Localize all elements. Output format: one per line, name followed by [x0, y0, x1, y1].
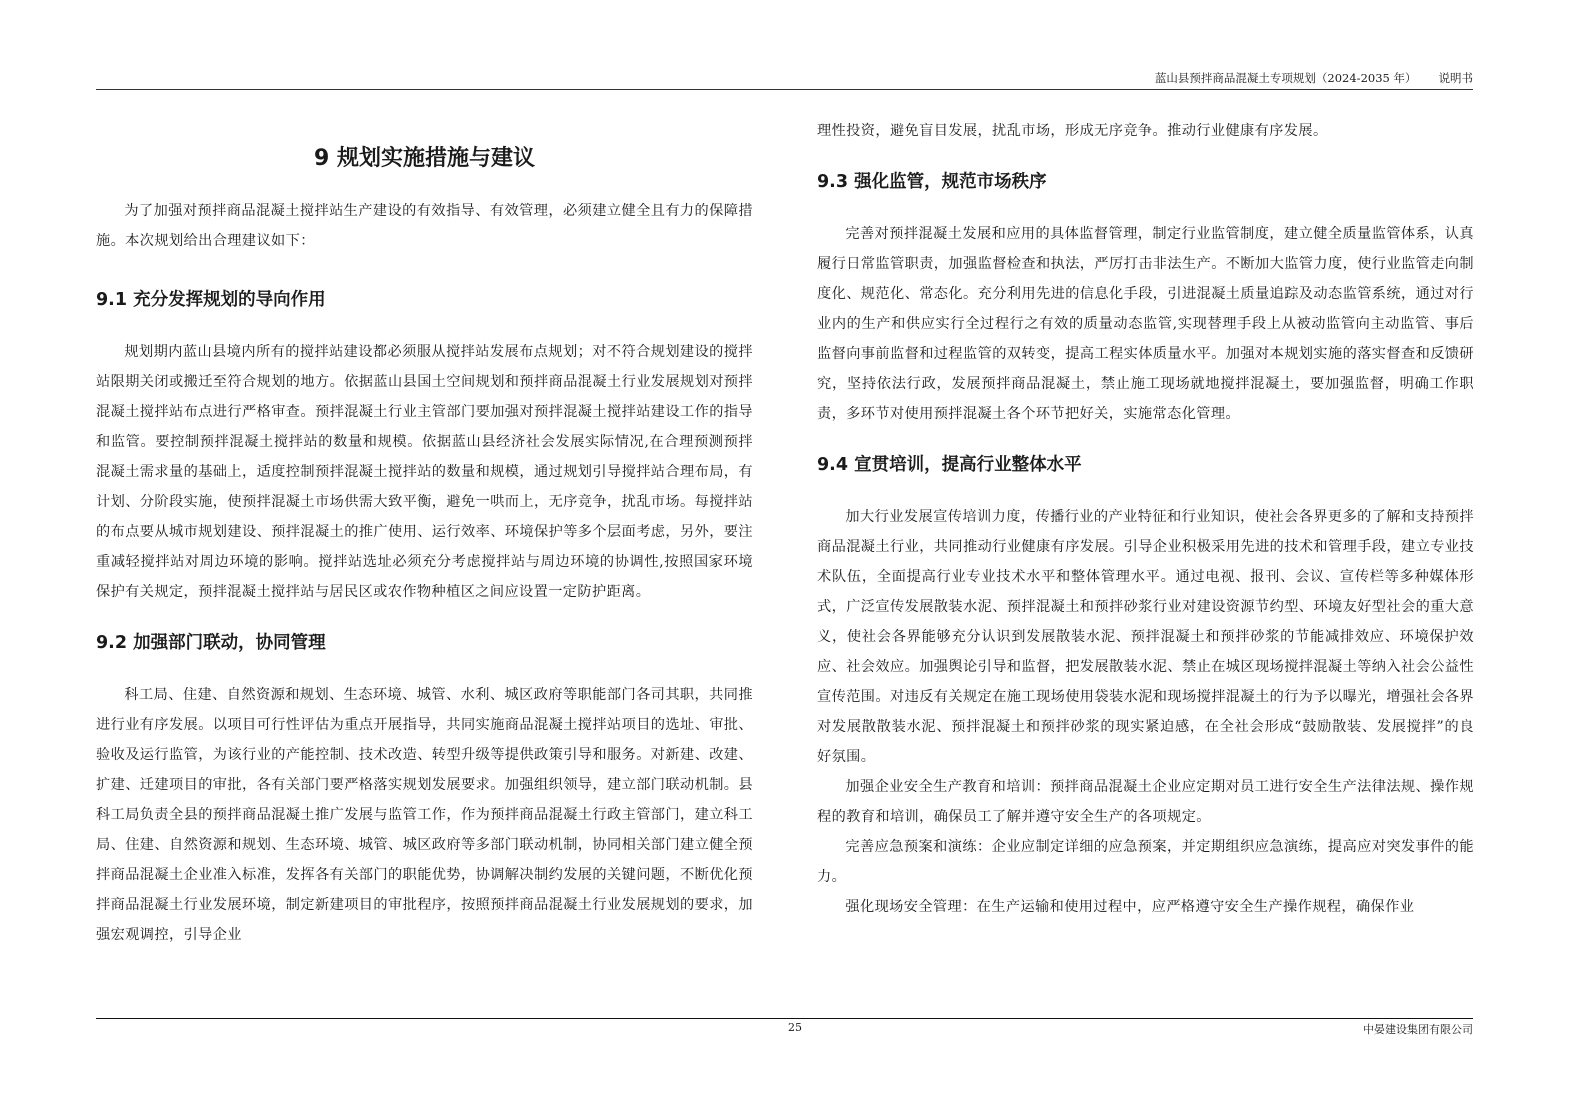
right-column [817, 110, 1474, 922]
section-9-1-body: 规划期内蓝山县境内所有的搅拌站建设都必须服从搅拌站发展布点规划；对不符合规划建设的搅拌站限期关闭或搬迁至符合规划的地方。依据蓝山县国土空间规划和预拌商品混凝土行业发展规划对预拌混凝土搅拌站布点进行严格审查。预拌混凝土行业主管部门要加强对预拌混凝土搅拌站建设工作的指导和监管。要控制预拌混凝土搅拌站的数量和规模。依据蓝山县经济社会发展实际情况,在合理预测预拌混凝土需求量的基础上，适度控制预拌混凝土搅拌站的数量和规模，通过规划引导搅拌站合理布局，有计划、分阶段实施，使预拌混凝土市场供需大致平衡，避免一哄而上，无序竞争，扰乱市场。每搅拌站的布点要从城市规划建设、预拌混凝土的推广使用、运行效率、环境保护等多个层面考虑，另外，要注重减轻搅拌站对周边环境的影响。搅拌站选址必须充分考虑搅拌站与周边环境的协调性,按照国家环境保护有关规定，预拌混凝土搅拌站与居民区或农作物种植区之间应设置一定防护距离。 [96, 344, 753, 600]
section-9-4-body-2: 加强企业安全生产教育和培训：预拌商品混凝土企业应定期对员工进行安全生产法律法规、操作规程的教育和培训，确保员工了解并遵守安全生产的各项规定。 [817, 779, 1474, 825]
section-9-2-title: 9.2 加强部门联动，协同管理 [96, 633, 326, 653]
section-9-2-body: 科工局、住建、自然资源和规划、生态环境、城管、水利、城区政府等职能部门各司其职，共同推进行业有序发展。以项目可行性评估为重点开展指导，共同实施商品混凝土搅拌站项目的选址、审批、验收及运行监管，为该行业的产能控制、技术改造、转型升级等提供政策引导和服务。对新建、改建、扩建、迁建项目的审批，各有关部门要严格落实规划发展要求。加强组织领导，建立部门联动机制。县科工局负责全县的预拌商品混凝土推广发展与监管工作，作为预拌商品混凝土行政主管部门，建立科工局、住建、自然资源和规划、生态环境、城管、城区政府等多部门联动机制，协同相关部门建立健全预拌商品混凝土企业准入标准，发挥各有关部门的职能优势，协调解决制约发展的关键问题，不断优化预拌商品混凝土行业发展环境，制定新建项目的审批程序，按照预拌商品混凝土行业发展规划的要求，加强宏观调控，引导企业 [96, 687, 753, 943]
footer-company: 中晏建设集团有限公司 [1363, 1023, 1473, 1036]
intro-paragraph: 为了加强对预拌商品混凝土搅拌站生产建设的有效指导、有效管理，必须建立健全且有力的保障措施。本次规划给出合理建议如下： [96, 203, 753, 249]
section-9-4-body-1: 加大行业发展宣传培训力度，传播行业的产业特征和行业知识，使社会各界更多的了解和支持预拌商品混凝土行业，共同推动行业健康有序发展。引导企业积极采用先进的技术和管理手段，建立专业技术队伍，全面提高行业专业技术水平和整体管理水平。通过电视、报刊、会议、宣传栏等多种媒体形式，广泛宣传发展散装水泥、预拌混凝土和预拌砂浆行业对建设资源节约型、环境友好型社会的重大意义，使社会各界能够充分认识到发展散装水泥、预拌混凝土和预拌砂浆的节能减排效应、环境保护效应、社会效应。加强舆论引导和监督，把发展散装水泥、禁止在城区现场搅拌混凝土等纳入社会公益性宣传范围。对违反有关规定在施工现场使用袋装水泥和现场搅拌混凝土的行为予以曝光，增强社会各界对发展散散装水泥、预拌混凝土和预拌砂浆的现实紧迫感，在全社会形成“鼓励散装、发展搅拌”的良好氛围。 [817, 509, 1474, 765]
section-9-1-title: 9.1 充分发挥规划的导向作用 [96, 290, 326, 310]
continued-paragraph: 理性投资，避免盲目发展，扰乱市场，形成无序竞争。推动行业健康有序发展。 [817, 123, 1328, 139]
section-9-3-title: 9.3 强化监管，规范市场秩序 [817, 172, 1047, 192]
header-doc-type: 说明书 [1438, 71, 1473, 85]
footer-rule [96, 1018, 1473, 1019]
section-9-4-title: 9.4 宣贯培训，提高行业整体水平 [817, 455, 1082, 475]
section-9-4-body-3: 完善应急预案和演练：企业应制定详细的应急预案，并定期组织应急演练，提高应对突发事件的能力。 [817, 839, 1474, 885]
header-rule [96, 89, 1473, 90]
header-doc-title: 蓝山县预拌商品混凝土专项规划（2024-2035 年） [1154, 71, 1417, 85]
left-column [96, 110, 753, 950]
section-9-3-body: 完善对预拌混凝土发展和应用的具体监督管理，制定行业监管制度，建立健全质量监管体系，认真履行日常监管职责，加强监督检查和执法，严厉打击非法生产。不断加大监管力度，使行业监管走向制度化、规范化、常态化。充分利用先进的信息化手段，引进混凝土质量追踪及动态监管系统，通过对行业内的生产和供应实行全过程行之有效的质量动态监管,实现替理手段上从被动监管向主动监管、事后监督向事前监督和过程监管的双转变，提高工程实体质量水平。加强对本规划实施的落实督查和反馈研究，坚持依法行政，发展预拌商品混凝土，禁止施工现场就地搅拌混凝土，要加强监督，明确工作职责，多环节对使用预拌混凝土各个环节把好关，实施常态化管理。 [817, 226, 1474, 422]
page-number: 25 [788, 1021, 802, 1034]
section-9-4-body-4: 强化现场安全管理：在生产运输和使用过程中，应严格遵守安全生产操作规程，确保作业 [845, 899, 1415, 915]
chapter-title: 9 规划实施措施与建议 [314, 146, 535, 171]
page-header [96, 68, 1473, 88]
